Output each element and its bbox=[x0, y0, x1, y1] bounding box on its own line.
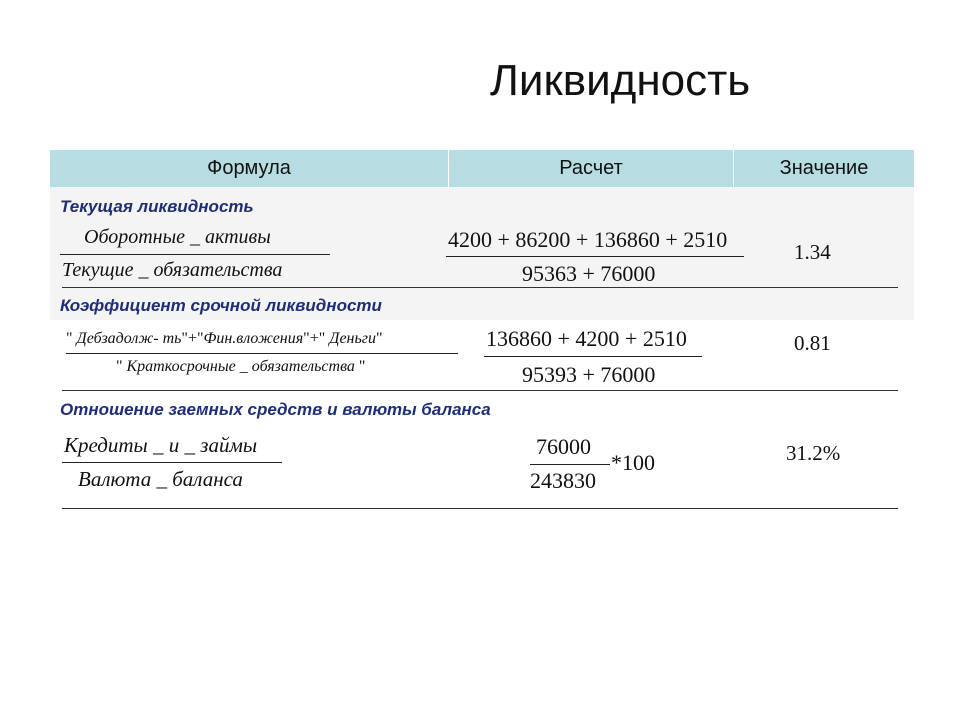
fraction-bar bbox=[530, 464, 610, 465]
calc-denominator: 95393 + 76000 bbox=[522, 362, 656, 387]
row-label: Отношение заемных средств и валюты баланса bbox=[60, 400, 491, 419]
fraction-bar bbox=[484, 356, 702, 357]
formula-numerator: Оборотные _ активы bbox=[84, 226, 271, 248]
fraction-bar bbox=[62, 462, 282, 463]
page-title: Ликвидность bbox=[490, 56, 751, 105]
formula-denominator: Текущие _ обязательства bbox=[62, 259, 283, 281]
fraction-bar bbox=[446, 256, 744, 257]
header-value: Значение bbox=[779, 157, 869, 179]
result-value: 0.81 bbox=[794, 331, 831, 355]
formula-denominator: Валюта _ баланса bbox=[78, 467, 243, 491]
table-header bbox=[50, 150, 914, 187]
formula-numerator: " Дебзадолж- ть"+"Фин.вложения"+" Деньги" bbox=[66, 330, 383, 347]
fraction-bar bbox=[66, 353, 458, 354]
formula-numerator: Кредиты _ и _ займы bbox=[64, 433, 258, 457]
header-calculation: Расчет bbox=[559, 157, 623, 179]
result-value: 1.34 bbox=[794, 240, 831, 264]
row-separator bbox=[62, 508, 898, 509]
calc-numerator: 76000 bbox=[536, 434, 591, 459]
row-label: Коэффициент срочной ликвидности bbox=[60, 296, 382, 315]
calc-numerator: 4200 + 86200 + 136860 + 2510 bbox=[448, 227, 728, 252]
calc-numerator: 136860 + 4200 + 2510 bbox=[486, 326, 687, 351]
formula-denominator: " Краткосрочные _ обязательства " bbox=[116, 358, 366, 375]
calc-denominator: 95363 + 76000 bbox=[522, 261, 656, 286]
calc-multiplier: *100 bbox=[611, 450, 655, 475]
row-separator bbox=[62, 390, 898, 391]
row-label: Текущая ликвидность bbox=[60, 197, 254, 216]
calc-denominator: 243830 bbox=[530, 468, 596, 493]
row-separator bbox=[62, 287, 898, 288]
fraction-bar bbox=[60, 254, 330, 255]
header-formula: Формула bbox=[207, 157, 291, 179]
result-value: 31.2% bbox=[786, 441, 841, 465]
